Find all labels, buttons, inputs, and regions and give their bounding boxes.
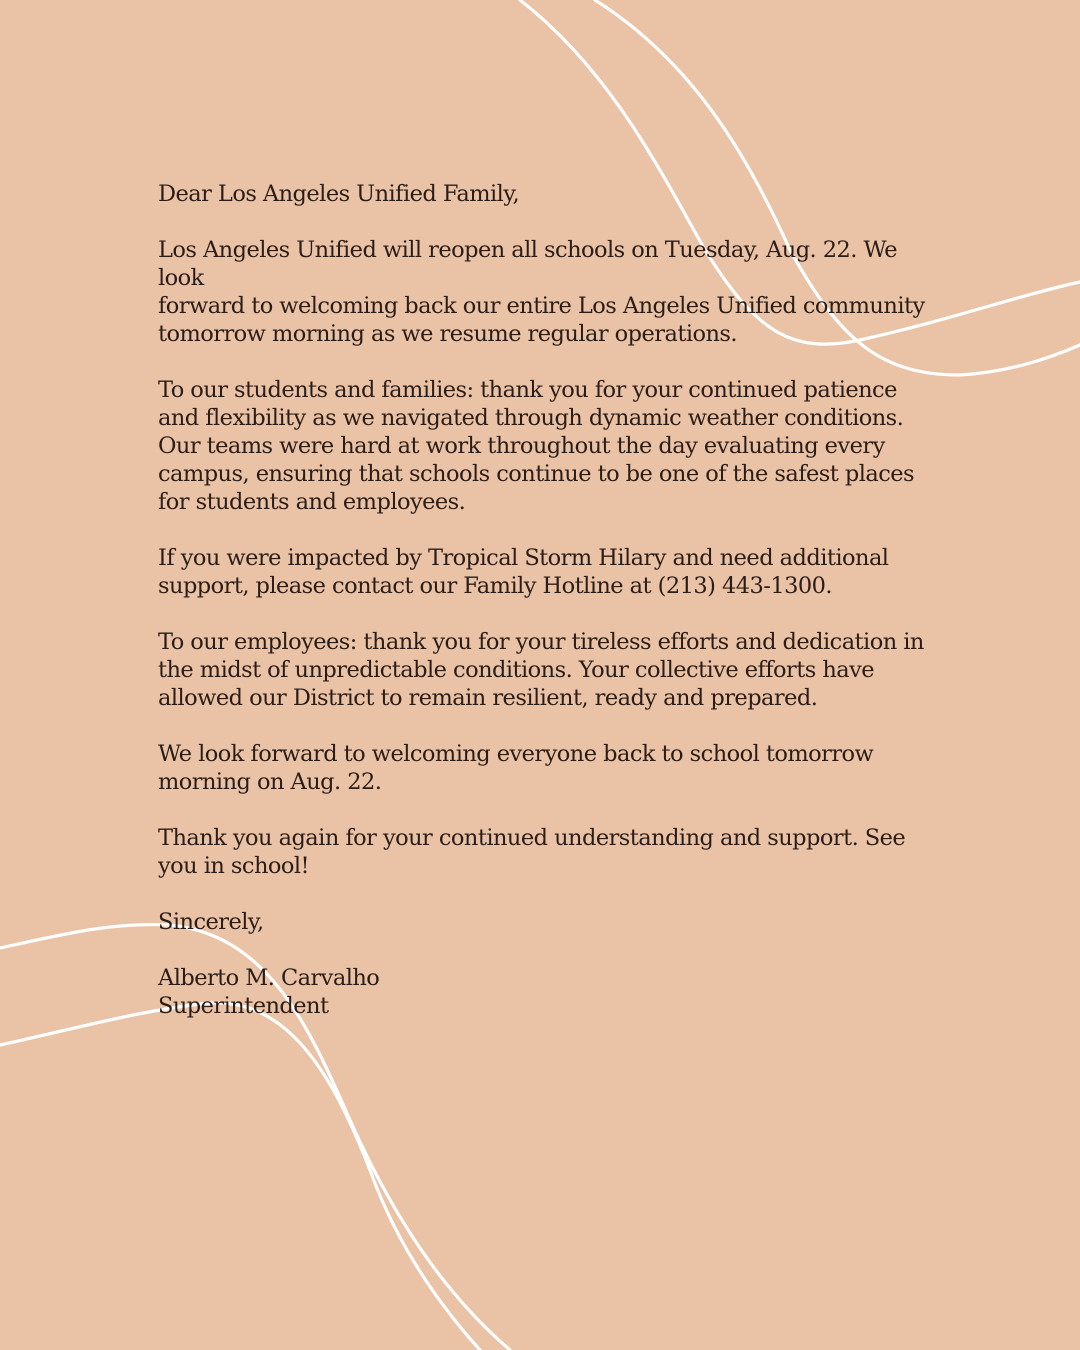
- signer-title: Superintendent: [158, 993, 329, 1019]
- letter-paragraph-employees: To our employees: thank you for your tireless efforts and dedication in the midst of unpredictable conditions. Your collective efforts have allowed our District to remain resilient, ready and prepared.: [158, 629, 924, 711]
- letter-paragraph-welcome-back: We look forward to welcoming everyone back to school tomorrow morning on Aug. 22.: [158, 741, 874, 795]
- letter-salutation: Dear Los Angeles Unified Family,: [158, 181, 520, 207]
- letter-paragraph-reopening: Los Angeles Unified will reopen all schools on Tuesday, Aug. 22. We look forward to welcoming back our entire Los Angeles Unified community tomorrow morning as we resume regular operations.: [158, 237, 925, 347]
- letter-body: [158, 180, 938, 1020]
- letter-paragraph-students-families: To our students and families: thank you for your continued patience and flexibility as we navigated through dynamic weather conditions. Our teams were hard at work throughout the day evaluating every campus, ensuring that schools continue to be one of the safest places for students and employees.: [158, 377, 915, 515]
- curve-bottom-lower: [0, 1003, 480, 1350]
- letter-closing: Sincerely,: [158, 909, 264, 935]
- signer-name: Alberto M. Carvalho: [158, 965, 380, 991]
- letter-signature: [158, 964, 938, 1020]
- letter-paragraph-thank-you: Thank you again for your continued understanding and support. See you in school!: [158, 825, 906, 879]
- letter-paragraph-hotline: If you were impacted by Tropical Storm Hilary and need additional support, please contact our Family Hotline at (213) 443-1300.: [158, 545, 889, 599]
